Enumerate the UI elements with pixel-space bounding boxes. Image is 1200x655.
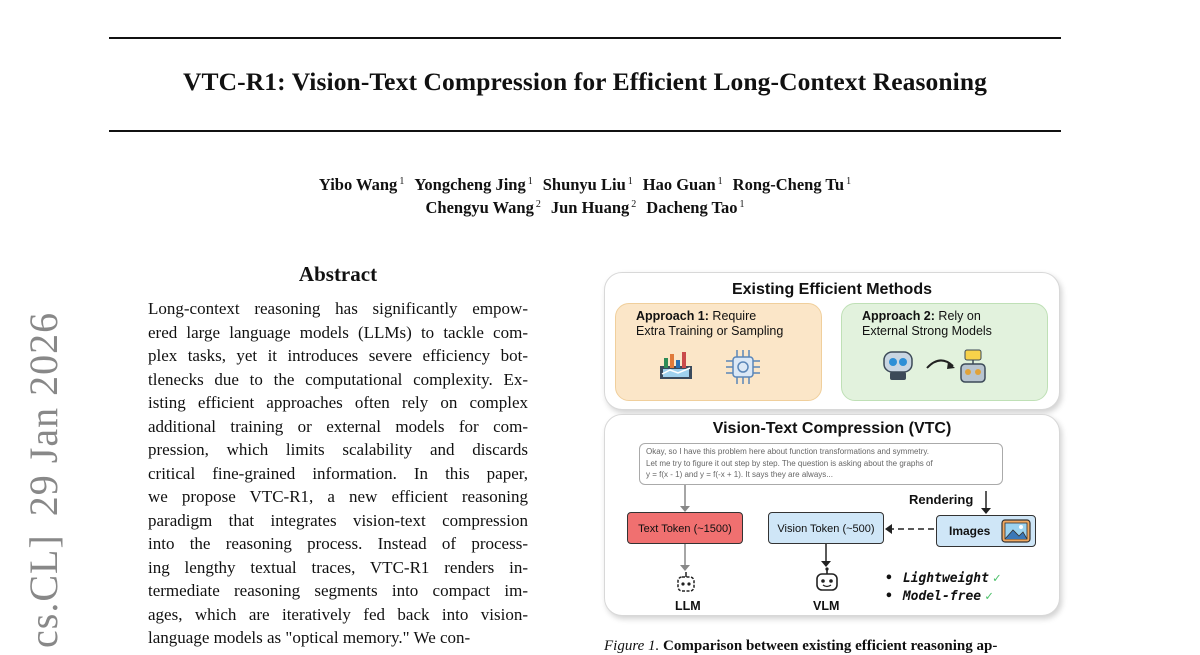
text-token-box: Text Token (~1500) bbox=[627, 512, 743, 544]
arxiv-date: 29 Jan 2026 bbox=[21, 311, 66, 517]
vlm-label: VLM bbox=[813, 599, 840, 613]
arrowhead bbox=[981, 508, 991, 514]
author-affiliation: 1 bbox=[627, 175, 633, 187]
authors-line-1 bbox=[0, 175, 1170, 195]
feature-model-free-label: Model-free bbox=[902, 589, 982, 604]
check-icon: ✓ bbox=[985, 589, 993, 604]
figure-caption bbox=[604, 638, 997, 655]
author bbox=[543, 175, 633, 194]
arrowhead bbox=[885, 524, 892, 534]
llm-robot-icon bbox=[675, 571, 697, 595]
author-affiliation: 2 bbox=[535, 198, 541, 210]
images-box bbox=[936, 515, 1036, 547]
author bbox=[319, 175, 404, 194]
author-affiliation: 1 bbox=[399, 175, 405, 187]
images-label: Images bbox=[949, 524, 991, 538]
abstract-line: ing lengthy textual traces, VTC-R1 renders in- bbox=[148, 557, 528, 577]
abstract-line: ered large language models (LLMs) to tackle com- bbox=[148, 322, 528, 342]
arrow-icon bbox=[924, 354, 958, 374]
figure-panel-existing-methods bbox=[604, 272, 1060, 410]
abstract-line: critical fine-grained information. In this paper, bbox=[148, 463, 528, 483]
abstract-line: Long-context reasoning has significantly empow- bbox=[148, 299, 528, 318]
approach-2-box bbox=[841, 303, 1048, 401]
reasoning-text-line: Let me try to figure it out step by step. The question is asking about the graphs of bbox=[646, 458, 933, 468]
vision-token-box: Vision Token (~500) bbox=[768, 512, 884, 544]
author bbox=[646, 198, 744, 217]
author-affiliation: 2 bbox=[631, 198, 637, 210]
rendering-label: Rendering bbox=[909, 492, 974, 507]
strong-robot-icon bbox=[880, 348, 916, 382]
author-name: Dacheng Tao bbox=[646, 198, 738, 217]
author-name: Yibo Wang bbox=[318, 175, 398, 194]
feature-model-free bbox=[885, 589, 993, 604]
author-affiliation: 1 bbox=[846, 175, 852, 187]
top-rule bbox=[109, 37, 1061, 39]
abstract-line: into the reasoning process. Instead of process- bbox=[148, 534, 528, 553]
abstract-line: pression, which limits scalability and discards bbox=[148, 440, 528, 459]
author-name: Rong-Cheng Tu bbox=[732, 175, 845, 194]
abstract-heading: Abstract bbox=[298, 262, 378, 286]
approach-2-line2: External Strong Models bbox=[862, 324, 992, 338]
author-name: Shunyu Liu bbox=[542, 175, 626, 194]
author bbox=[425, 198, 540, 217]
approach-1-line2: Extra Training or Sampling bbox=[636, 324, 784, 338]
abstract-line: tlenecks due to the computational complexity. Ex- bbox=[148, 369, 528, 389]
processor-chip-icon bbox=[724, 348, 762, 386]
caption-text: Comparison between existing efficient reasoning ap- bbox=[663, 638, 998, 654]
authors-line-2 bbox=[0, 198, 1170, 218]
approach-1-bold: Approach 1: bbox=[636, 309, 709, 323]
vlm-robot-icon bbox=[813, 567, 841, 595]
author-affiliation: 1 bbox=[717, 175, 723, 187]
abstract-line: isting efficient approaches often rely on complex bbox=[148, 393, 528, 412]
author bbox=[733, 175, 851, 194]
training-chart-icon bbox=[658, 350, 694, 382]
approach-2-text bbox=[862, 309, 992, 339]
vtc-title: Vision-Text Compression (VTC) bbox=[712, 420, 952, 437]
author-name: Yongcheng Jing bbox=[414, 175, 526, 194]
arxiv-side-identifier bbox=[20, 312, 67, 648]
abstract-line: we propose VTC-R1, a new efficient reasoning bbox=[148, 487, 528, 506]
title-bottom-rule bbox=[109, 130, 1061, 132]
approach-2-bold: Approach 2: bbox=[862, 309, 935, 323]
feature-lightweight-label: Lightweight bbox=[902, 571, 989, 586]
approach-2-rest: Rely on bbox=[934, 309, 981, 323]
abstract-line: additional training or external models for com- bbox=[148, 416, 528, 436]
feature-lightweight bbox=[885, 571, 1001, 586]
author-affiliation: 1 bbox=[527, 175, 533, 187]
abstract-line: termediate reasoning segments into compact im- bbox=[148, 581, 528, 600]
arxiv-category: cs.CL] bbox=[21, 534, 66, 648]
author-name: Chengyu Wang bbox=[425, 198, 534, 217]
abstract-body bbox=[148, 297, 528, 650]
figure-panel-vtc bbox=[604, 414, 1060, 616]
abstract-line: plex tasks, yet it introduces severe efficiency bot- bbox=[148, 346, 528, 365]
small-robot-icon bbox=[956, 348, 990, 386]
reasoning-text-line: y = f(x - 1) and y = f(-x + 1). It says they are always... bbox=[646, 470, 833, 479]
author-name: Hao Guan bbox=[642, 175, 716, 194]
approach-1-rest: Require bbox=[708, 309, 757, 323]
abstract-line: paradigm that integrates vision-text compression bbox=[148, 510, 528, 530]
bullet: • bbox=[885, 589, 893, 604]
author bbox=[551, 198, 636, 217]
existing-methods-title: Existing Efficient Methods bbox=[731, 281, 932, 298]
abstract-line: ages, which are iteratively fed back into vision- bbox=[148, 604, 528, 624]
author-name: Jun Huang bbox=[550, 198, 630, 217]
llm-label: LLM bbox=[675, 599, 701, 613]
author bbox=[414, 175, 532, 194]
caption-label: Figure 1. bbox=[604, 638, 660, 654]
check-icon: ✓ bbox=[992, 571, 1001, 586]
image-icon bbox=[1001, 519, 1031, 543]
reasoning-text-line: Okay, so I have this problem here about function transformations and symmetry. bbox=[646, 447, 929, 456]
author-affiliation: 1 bbox=[739, 198, 745, 210]
abstract-line: language models as "optical memory." We con- bbox=[148, 628, 471, 647]
paper-title: VTC-R1: Vision-Text Compression for Efficient Long-Context Reasoning bbox=[183, 67, 987, 96]
author bbox=[643, 175, 723, 194]
bullet: • bbox=[885, 571, 893, 586]
approach-1-box bbox=[615, 303, 822, 401]
approach-1-text bbox=[636, 309, 783, 339]
